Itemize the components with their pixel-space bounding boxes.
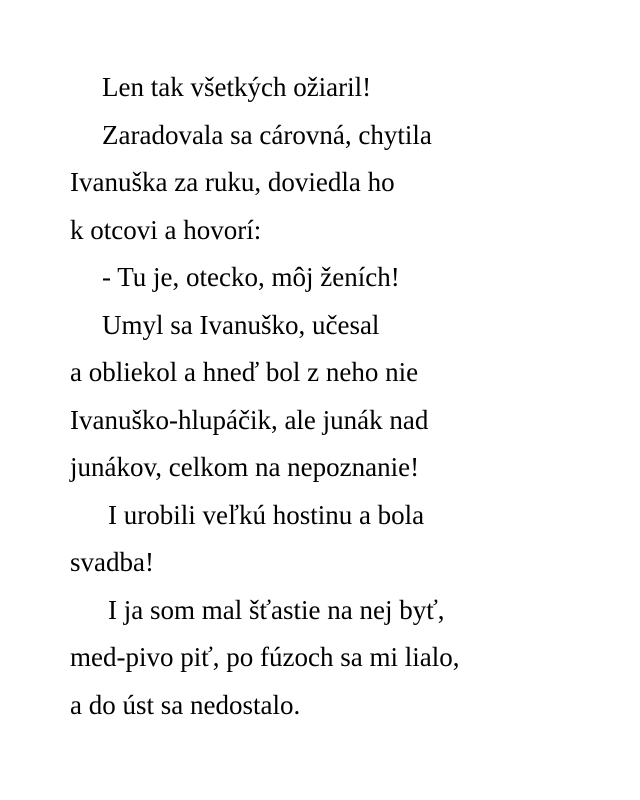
- story-line: svadba!: [70, 547, 154, 577]
- story-line: Ivanuško-hlupáčik, ale junák nad: [70, 404, 429, 435]
- story-line: Len tak všetkých ožiaril!: [102, 72, 372, 102]
- story-line: med-pivo piť, po fúzoch sa mi lialo,: [70, 642, 460, 672]
- story-line: Umyl sa Ivanuško, učesal: [102, 309, 380, 340]
- story-line: a do úst sa nedostalo.: [70, 689, 301, 720]
- story-line: I urobili veľkú hostinu a bola: [108, 499, 425, 530]
- story-line: Ivanuška za ruku, doviedla ho: [70, 167, 395, 197]
- story-line: a obliekol a hneď bol z neho nie: [70, 357, 419, 387]
- story-line: - Tu je, otecko, môj ženích!: [102, 262, 400, 292]
- story-line: I ja som mal šťastie na nej byť,: [108, 594, 445, 625]
- story-line: Zaradovala sa cárovná, chytila: [102, 119, 432, 150]
- story-line: junákov, celkom na nepoznanie!: [70, 452, 420, 482]
- story-text: [70, 64, 610, 729]
- story-line: k otcovi a hovorí:: [70, 214, 262, 245]
